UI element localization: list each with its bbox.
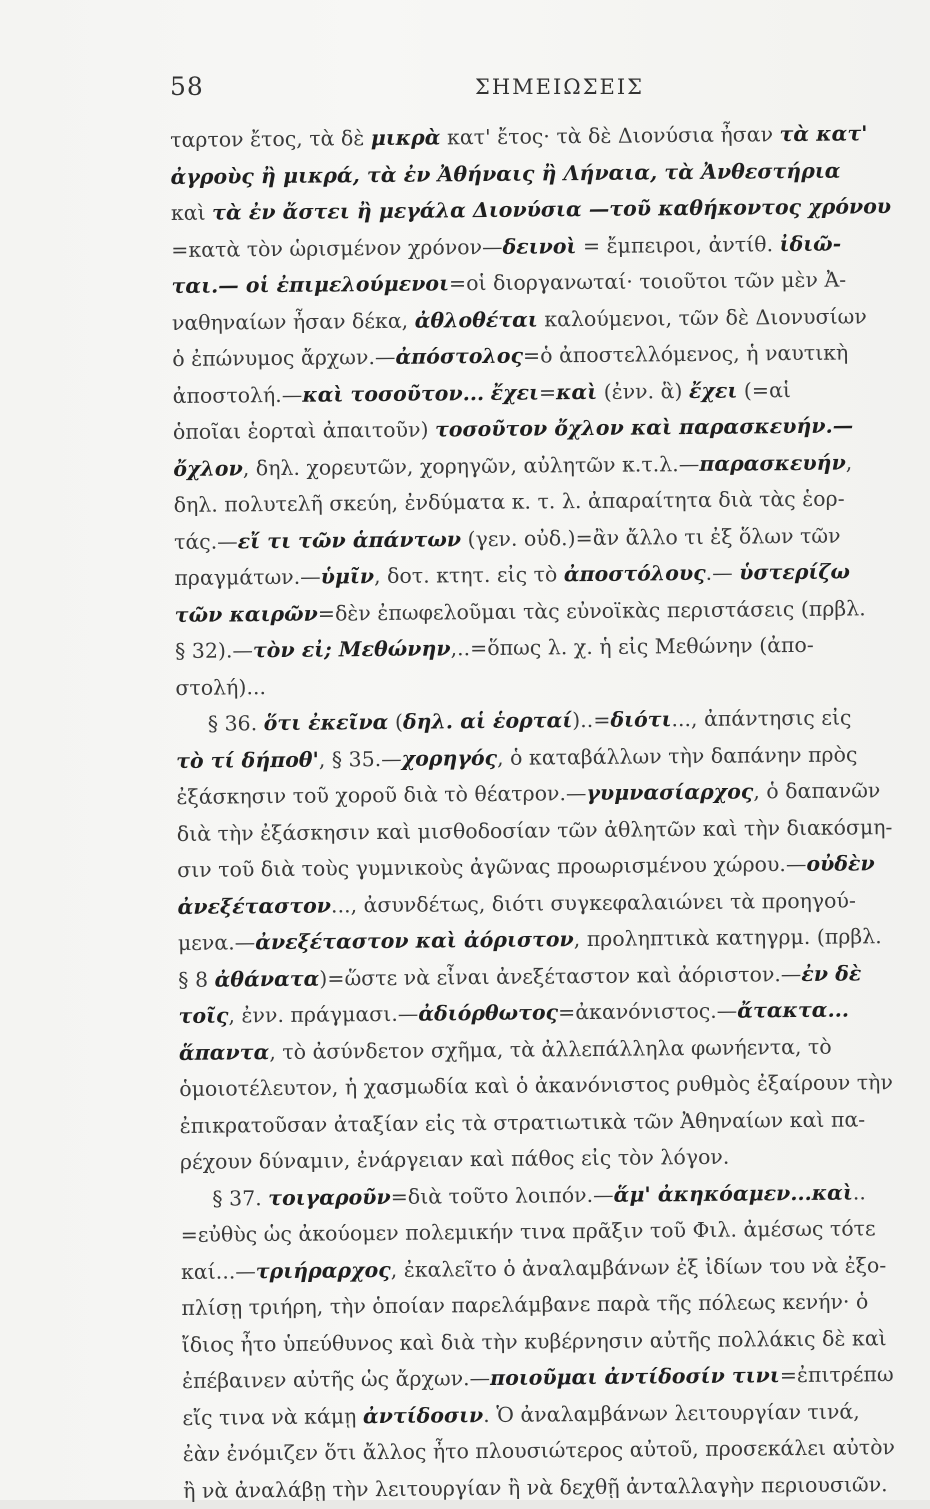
text-span: καλούμενοι, τῶν δὲ Διονυσίων bbox=[537, 303, 867, 331]
text-span: =εὐθὺς ὡς ἀκούομεν πολεμικήν τινα πρᾶξιν τοῦ Φιλ. ἀμέσως τότε bbox=[180, 1216, 876, 1247]
text-span: )=ὥστε νὰ εἶναι ἀνεξέταστον καὶ ἀόριστον.— bbox=[319, 961, 802, 991]
text-span: διὰ τὴν ἐξάσκησιν καὶ μισθοδοσίαν τῶν ἀθλητῶν καὶ τὴν διακόσμη- bbox=[176, 814, 893, 846]
text-span: =δὲν ἐπωφελοῦμαι τὰς εὐνοϊκὰς περιστάσεις (πρβλ. bbox=[317, 595, 866, 626]
text-span: ..., ἀσυνδέτως, διότι συγκεφαλαιώνει τὰ προηγού- bbox=[330, 887, 856, 917]
text-span: § 36. bbox=[207, 711, 264, 736]
text-span: , τὸ ἀσύνδετον σχῆμα, τὰ ἀλλεπάλληλα φωνήεντα, τὸ bbox=[269, 1034, 832, 1064]
emphasized-term: ποιοῦμαι ἀντίδοσίν τινι bbox=[490, 1363, 780, 1390]
text-span: =οἱ διοργανωταί· τοιοῦτοι τῶν μὲν Ἀ- bbox=[448, 267, 847, 296]
text-span: . Ὁ ἀναλαμβάνων λειτουργίαν τινά, bbox=[483, 1398, 860, 1427]
emphasized-term: ἐν δὲ bbox=[801, 960, 862, 986]
text-span: § 32).— bbox=[174, 638, 254, 663]
text-span: ταρτον ἔτος, τὰ δὲ bbox=[170, 126, 371, 152]
emphasized-term: τῶν καιρῶν bbox=[174, 601, 318, 627]
emphasized-term: τοῖς bbox=[178, 1003, 229, 1028]
emphasized-term: καὶ τοσοῦτον... bbox=[302, 380, 485, 407]
emphasized-term: ὅτι ἐκεῖνα bbox=[263, 709, 389, 736]
text-span: = bbox=[538, 379, 557, 404]
emphasized-term: ἰδιῶ- bbox=[779, 231, 842, 256]
text-span: ὁ ἐπώνυμος ἄρχων.— bbox=[172, 344, 396, 371]
text-span: =διὰ τοῦτο λοιπόν.— bbox=[390, 1182, 614, 1209]
text-span: ναθηναίων ἦσαν δέκα, bbox=[171, 308, 415, 335]
text-span: .. bbox=[852, 1179, 866, 1204]
emphasized-term: ἀθλοθέται bbox=[414, 306, 538, 333]
text-span: ἀποστολή.— bbox=[172, 382, 303, 408]
emphasized-term: ὑστερίζω bbox=[739, 559, 851, 585]
emphasized-term: ἀνεξέταστον bbox=[177, 892, 332, 919]
emphasized-term: εἴ τι τῶν ἁπάντων bbox=[237, 526, 462, 553]
emphasized-term: δηλ. αἱ ἑορταί bbox=[402, 708, 573, 734]
text-span: πραγμάτων.— bbox=[174, 564, 321, 590]
text-line bbox=[172, 334, 912, 378]
emphasized-term: ἅμ' ἀκηκόαμεν...καὶ bbox=[613, 1179, 853, 1207]
emphasized-term: τοιγαροῦν bbox=[268, 1184, 391, 1210]
text-span: =ὁ ἀποστελλόμενος, ἡ ναυτικὴ bbox=[522, 340, 849, 368]
emphasized-term: γυμνασίαρχος bbox=[586, 779, 754, 806]
emphasized-term: καὶ bbox=[555, 379, 598, 404]
emphasized-term: χορηγός bbox=[401, 745, 498, 771]
text-span: , ὁ καταβάλλων τὴν δαπάνην πρὸς bbox=[496, 741, 858, 770]
emphasized-term: ἔχει bbox=[490, 379, 540, 405]
emphasized-term: ἀνεξέταστον καὶ ἀόριστον bbox=[255, 927, 574, 955]
text-span: , ἐκαλεῖτο ὁ ἀναλαμβάνων ἐξ ἰδίων του νὰ ἐξο- bbox=[390, 1252, 887, 1282]
text-span: ( bbox=[388, 709, 404, 734]
text-span: § 8 bbox=[178, 967, 215, 992]
text-span: πλίσῃ τριήρη, τὴν ὁποίαν παρελάμβανε παρὰ τῆς πόλεως κενήν· ὁ bbox=[181, 1289, 869, 1320]
text-span: ρέχουν δύναμιν, ἐνάργειαν καὶ πάθος εἰς τὸν λόγον. bbox=[179, 1144, 730, 1174]
text-span: ὁποῖαι ἑορταὶ ἀπαιτοῦν) bbox=[172, 417, 436, 444]
emphasized-term: ἀπόστολος bbox=[395, 343, 524, 369]
text-span: , δηλ. χορευτῶν, χορηγῶν, αὐλητῶν κ.τ.λ.— bbox=[242, 451, 700, 480]
emphasized-term: ἀποστόλους bbox=[563, 560, 706, 587]
text-span: (=αἱ bbox=[737, 377, 791, 403]
emphasized-term: τὸν εἰ; Μεθώνην bbox=[252, 636, 451, 663]
text-span: δηλ. πολυτελῆ σκεύη, ἐνδύματα κ. τ. λ. ἀπαραίτητα διὰ τὰς ἑορ- bbox=[173, 486, 845, 517]
text-span: .— bbox=[705, 560, 740, 585]
emphasized-term: ὑμῖν bbox=[320, 564, 375, 589]
text-span: ἐπικρατοῦσαν ἀταξίαν εἰς τὰ στρατιωτικὰ τῶν Ἀθηναίων καὶ πα- bbox=[179, 1106, 866, 1138]
emphasized-term: μικρὰ bbox=[370, 125, 441, 151]
text-span: =κατὰ τὸν ὡρισμένον χρόνον— bbox=[171, 234, 503, 262]
emphasized-term: ἔχει bbox=[688, 378, 738, 403]
emphasized-term: τριήραρχος bbox=[255, 1257, 391, 1283]
text-span: , ὁ δαπανῶν bbox=[753, 778, 881, 804]
text-span: =ἐπιτρέπω bbox=[779, 1362, 894, 1388]
text-span: ἐὰν ἐνόμιζεν ὅτι ἄλλος ἦτο πλουσιώτερος αὐτοῦ, προσεκάλει αὐτὸν bbox=[182, 1435, 896, 1466]
text-span: (γεν. οὐδ.)=ἂν ἄλλο τι ἐξ ὅλων τῶν bbox=[460, 523, 841, 551]
text-span: , προληπτικὰ κατηγρμ. (πρβλ. bbox=[573, 924, 882, 952]
text-span: ἐπέβαινεν αὐτῆς ὡς ἄρχων.— bbox=[181, 1365, 491, 1393]
emphasized-term: τὰ κατ' bbox=[779, 121, 868, 147]
running-title: ΣΗΜΕΙΩΣΕΙΣ bbox=[475, 75, 645, 99]
emphasized-term: παρασκευήν bbox=[699, 450, 846, 476]
text-span: ,..=ὅπως λ. χ. ἡ εἰς Μεθώνην (ἀπο- bbox=[450, 632, 814, 661]
text-span: ἐξάσκησιν τοῦ χοροῦ διὰ τὸ θέατρον.— bbox=[176, 781, 587, 809]
text-span: κατ' ἔτος· τὰ δὲ Διονύσια ἦσαν bbox=[440, 122, 780, 150]
text-line bbox=[175, 626, 915, 670]
emphasized-term: ὄχλον bbox=[173, 455, 243, 481]
emphasized-term: ται.— οἱ ἐπιμελούμενοι bbox=[171, 271, 450, 298]
emphasized-term: ἀθάνατα bbox=[214, 966, 320, 992]
text-span: ..., ἀπάντησις εἰς bbox=[671, 705, 852, 732]
text-span: μενα.— bbox=[177, 930, 256, 955]
emphasized-term: δεινοὶ bbox=[502, 233, 577, 259]
emphasized-term: ἄτακτα... bbox=[737, 997, 850, 1023]
emphasized-term: οὐδὲν bbox=[806, 851, 875, 876]
emphasized-term: τὰ ἐν ἄστει ἢ μεγάλα Διονύσια —τοῦ καθήκοντος χρόνου bbox=[211, 194, 892, 225]
emphasized-term: διότι bbox=[610, 707, 672, 732]
text-span: )..= bbox=[572, 707, 611, 733]
text-line bbox=[183, 1465, 923, 1509]
text-span: , ἐνν. πράγμασι.— bbox=[228, 1001, 419, 1028]
text-span: =ἀκανόνιστος.— bbox=[557, 998, 738, 1025]
text-span: εἴς τινα νὰ κάμῃ bbox=[182, 1403, 364, 1430]
text-span: ἢ νὰ ἀναλάβῃ τὴν λειτουργίαν ἢ νὰ δεχθῇ ἀνταλλαγὴν περιουσιῶν. bbox=[183, 1471, 888, 1503]
emphasized-term: ἀγροὺς ἢ μικρά, τὰ ἐν Ἀθήναις ἢ Λήναια, τὰ Ἀνθεστήρια bbox=[170, 158, 841, 189]
emphasized-term: ἅπαντα bbox=[178, 1039, 270, 1065]
text-span: ὁμοιοτέλευτον, ἡ χασμωδία καὶ ὁ ἀκανόνιστος ρυθμὸς ἐξαίρουν τὴν bbox=[179, 1070, 893, 1101]
text-span: ἴδιος ἦτο ὑπεύθυνος καὶ διὰ τὴν κυβέρνησιν αὐτῆς πολλάκις δὲ καὶ bbox=[181, 1325, 887, 1357]
text-span: (ἐνν. ἃ) bbox=[597, 378, 690, 404]
emphasized-term: ἀδιόρθωτος bbox=[418, 1000, 559, 1026]
notes-body-text bbox=[170, 115, 923, 1509]
text-span: , δοτ. κτητ. εἰς τὸ bbox=[373, 562, 564, 589]
page-number: 58 bbox=[170, 72, 204, 101]
text-span: σιν τοῦ διὰ τοὺς γυμνικοὺς ἀγῶνας προωρισμένου χώρου.— bbox=[177, 851, 807, 882]
emphasized-term: τοσοῦτον ὄχλον καὶ παρασκευήν.— bbox=[434, 413, 854, 442]
emphasized-term: τὸ τί δήποθ' bbox=[176, 747, 319, 773]
text-span: στολή)... bbox=[175, 674, 267, 700]
text-span: , § 35.— bbox=[318, 746, 402, 772]
text-span: , bbox=[845, 449, 853, 475]
text-span: § 37. bbox=[212, 1185, 269, 1211]
text-span: = ἔμπειροι, ἀντίθ. bbox=[576, 231, 780, 258]
emphasized-term: ἀντίδοσιν bbox=[362, 1402, 484, 1428]
text-span: καὶ bbox=[170, 200, 213, 225]
text-line bbox=[179, 1100, 919, 1144]
text-span: καί...— bbox=[180, 1258, 256, 1284]
page-header bbox=[170, 72, 850, 106]
text-span: τάς.— bbox=[173, 528, 238, 554]
